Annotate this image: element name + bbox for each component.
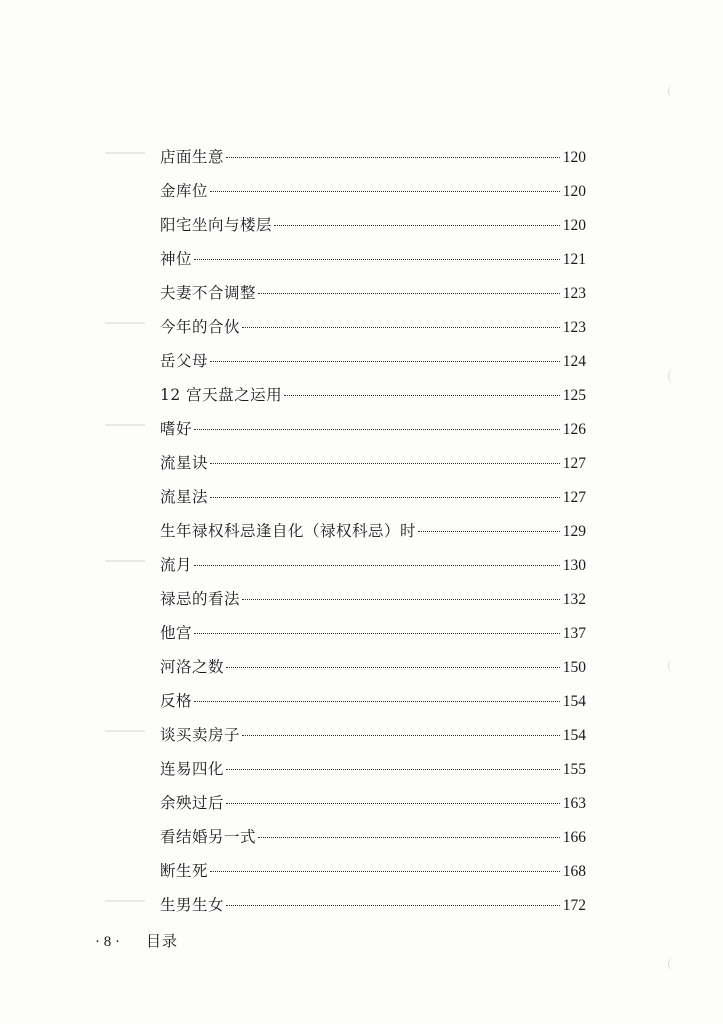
toc-entry[interactable] <box>160 208 586 242</box>
binding-hole-mark <box>668 85 677 97</box>
toc-entry[interactable] <box>160 684 586 718</box>
toc-dot-leader <box>210 191 560 192</box>
toc-entry-page-number: 124 <box>562 353 586 370</box>
margin-mark <box>105 152 145 154</box>
toc-dot-leader <box>226 157 560 158</box>
toc-entry[interactable] <box>160 276 586 310</box>
toc-entry[interactable] <box>160 378 586 412</box>
toc-entry[interactable] <box>160 446 586 480</box>
footer-section-title: 目录 <box>146 932 179 950</box>
toc-entry-page-number: 168 <box>562 863 586 880</box>
toc-entry-title: 流星法 <box>160 488 209 506</box>
toc-entry[interactable] <box>160 888 586 922</box>
toc-entry-page-number: 127 <box>562 489 586 506</box>
toc-entry-page-number: 155 <box>562 761 586 778</box>
toc-entry-page-number: 125 <box>562 387 586 404</box>
toc-entry[interactable] <box>160 344 586 378</box>
toc-dot-leader <box>242 735 560 736</box>
toc-entry[interactable] <box>160 480 586 514</box>
toc-dot-leader <box>210 871 560 872</box>
margin-mark <box>105 560 145 562</box>
toc-entry-title: 神位 <box>160 250 193 268</box>
toc-dot-leader <box>226 803 560 804</box>
toc-entry-page-number: 127 <box>562 455 586 472</box>
toc-entry-title: 看结婚另一式 <box>160 828 257 846</box>
toc-entry[interactable] <box>160 582 586 616</box>
binding-hole-mark <box>668 958 677 970</box>
toc-dot-leader <box>194 259 560 260</box>
toc-entry-title: 河洛之数 <box>160 658 225 676</box>
toc-entry-title: 嗜好 <box>160 420 193 438</box>
toc-entry-page-number: 121 <box>562 251 586 268</box>
toc-dot-leader <box>194 633 560 634</box>
toc-entry-title: 流星诀 <box>160 454 209 472</box>
toc-entry[interactable] <box>160 310 586 344</box>
margin-mark <box>105 730 145 732</box>
toc-entry[interactable] <box>160 854 586 888</box>
toc-entry-page-number: 132 <box>562 591 586 608</box>
toc-entry-title: 今年的合伙 <box>160 318 241 336</box>
toc-entry[interactable] <box>160 514 586 548</box>
toc-entry[interactable] <box>160 820 586 854</box>
toc-dot-leader <box>210 497 560 498</box>
toc-dot-leader <box>258 293 560 294</box>
toc-entry-title: 断生死 <box>160 862 209 880</box>
toc-entry-title: 12 宫天盘之运用 <box>160 386 283 404</box>
margin-mark <box>105 322 145 324</box>
toc-dot-leader <box>274 225 560 226</box>
toc-dot-leader <box>194 565 560 566</box>
toc-entry-page-number: 130 <box>562 557 586 574</box>
toc-entry-title: 流月 <box>160 556 193 574</box>
toc-dot-leader <box>226 769 560 770</box>
binding-hole-mark <box>668 660 677 672</box>
toc-entry-title: 禄忌的看法 <box>160 590 241 608</box>
toc-entry[interactable] <box>160 786 586 820</box>
toc-dot-leader <box>418 531 560 532</box>
toc-dot-leader <box>242 599 560 600</box>
toc-dot-leader <box>194 701 560 702</box>
toc-entry[interactable] <box>160 174 586 208</box>
toc-entry[interactable] <box>160 242 586 276</box>
toc-dot-leader <box>226 905 560 906</box>
toc-entry-page-number: 123 <box>562 319 586 336</box>
toc-entry-page-number: 154 <box>562 693 586 710</box>
toc-entry-title: 金库位 <box>160 182 209 200</box>
toc-entry-page-number: 123 <box>562 285 586 302</box>
toc-entry-title: 阳宅坐向与楼层 <box>160 216 273 234</box>
toc-dot-leader <box>226 667 560 668</box>
toc-entry[interactable] <box>160 412 586 446</box>
toc-entry-page-number: 150 <box>562 659 586 676</box>
toc-dot-leader <box>194 429 560 430</box>
toc-entry-title: 反格 <box>160 692 193 710</box>
toc-entry-title: 岳父母 <box>160 352 209 370</box>
toc-entry-title: 夫妻不合调整 <box>160 284 257 302</box>
toc-entry-page-number: 126 <box>562 421 586 438</box>
toc-entry-title: 他宫 <box>160 624 193 642</box>
toc-entry-title: 连易四化 <box>160 760 225 778</box>
toc-dot-leader <box>210 463 560 464</box>
margin-mark <box>105 424 145 426</box>
binding-hole-mark <box>668 370 677 382</box>
toc-entry-title: 生男生女 <box>160 896 225 914</box>
footer-page-number: · 8 · <box>95 934 120 950</box>
table-of-contents <box>160 140 586 922</box>
toc-entry-page-number: 120 <box>562 183 586 200</box>
toc-dot-leader <box>284 395 560 396</box>
toc-entry-page-number: 172 <box>562 897 586 914</box>
toc-entry[interactable] <box>160 752 586 786</box>
toc-entry-page-number: 120 <box>562 149 586 166</box>
toc-entry-page-number: 166 <box>562 829 586 846</box>
toc-dot-leader <box>242 327 560 328</box>
toc-entry-title: 店面生意 <box>160 148 225 166</box>
toc-entry[interactable] <box>160 140 586 174</box>
toc-entry[interactable] <box>160 548 586 582</box>
toc-dot-leader <box>258 837 560 838</box>
margin-scan-marks <box>105 150 145 920</box>
toc-entry[interactable] <box>160 616 586 650</box>
toc-entry-page-number: 163 <box>562 795 586 812</box>
toc-dot-leader <box>210 361 560 362</box>
margin-mark <box>105 900 145 902</box>
toc-entry-title: 余殃过后 <box>160 794 225 812</box>
toc-entry-page-number: 154 <box>562 727 586 744</box>
toc-entry-page-number: 120 <box>562 217 586 234</box>
toc-entry[interactable] <box>160 650 586 684</box>
toc-entry-title: 生年禄权科忌逢自化（禄权科忌）时 <box>160 522 417 540</box>
toc-entry-title: 谈买卖房子 <box>160 726 241 744</box>
toc-entry-page-number: 137 <box>562 625 586 642</box>
page-footer <box>95 930 178 951</box>
toc-entry-page-number: 129 <box>562 523 586 540</box>
toc-entry[interactable] <box>160 718 586 752</box>
